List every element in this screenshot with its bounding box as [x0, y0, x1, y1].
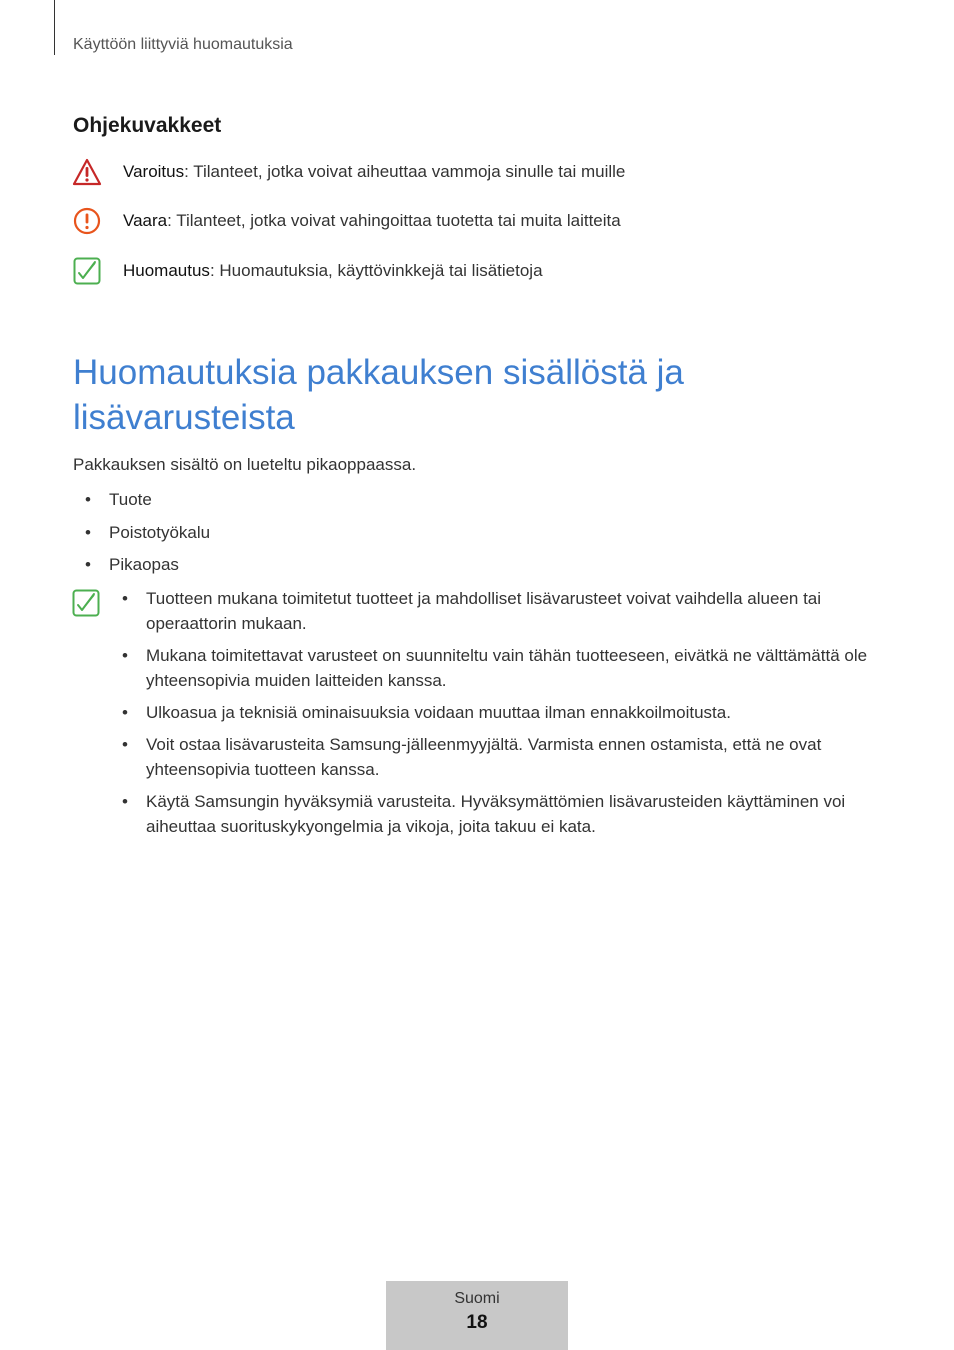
note-item: • Käytä Samsungin hyväksymiä varusteita. Hyväksymättömien lisävarusteiden käyttäminen voi aiheuttaa suorituskykyongelmia ja vikoja, joita takuu ei kata.	[110, 789, 890, 839]
list-item: • Poistotyökalu	[73, 522, 210, 555]
caution-exclamation-icon	[72, 206, 102, 236]
legend-text-caution	[123, 211, 621, 231]
legend-row-note	[72, 256, 543, 286]
list-item: • Tuote	[73, 489, 210, 522]
note-pencil-icon	[72, 256, 102, 286]
legend-term: Huomautus	[123, 261, 210, 280]
legend-description: : Huomautuksia, käyttövinkkejä tai lisätietoja	[209, 261, 543, 280]
warning-triangle-icon	[72, 157, 102, 187]
note-item: • Voit ostaa lisävarusteita Samsung-jälleenmyyjältä. Varmista ennen ostamista, että ne ovat yhteensopivia tuotteen kanssa.	[110, 732, 890, 782]
legend-text-warning	[123, 162, 625, 182]
legend-row-warning	[72, 157, 625, 187]
note-pencil-icon	[72, 589, 100, 622]
legend-text-note	[123, 261, 543, 281]
note-item: • Tuotteen mukana toimitetut tuotteet ja mahdolliset lisävarusteet voivat vaihdella alueen tai operaattorin mukaan.	[110, 586, 890, 636]
package-contents-list	[73, 489, 210, 587]
legend-term: Varoitus	[123, 162, 185, 181]
page-footer	[386, 1281, 568, 1350]
footer-language: Suomi	[454, 1290, 500, 1307]
list-item: • Pikaopas	[73, 554, 210, 587]
page-edge-line	[54, 0, 55, 55]
notes-list	[110, 586, 890, 846]
legend-row-caution	[72, 206, 621, 236]
legend-description: : Tilanteet, jotka voivat vahingoittaa tuotetta tai muita laitteita	[167, 211, 621, 230]
page-title: Huomautuksia pakkauksen sisällöstä ja lisävarusteista	[73, 353, 684, 437]
icons-section-heading: Ohjekuvakkeet	[73, 114, 222, 137]
running-header: Käyttöön liittyviä huomautuksia	[73, 36, 293, 53]
legend-term: Vaara	[123, 211, 168, 230]
legend-description: : Tilanteet, jotka voivat aiheuttaa vammoja sinulle tai muille	[184, 162, 626, 181]
page-number: 18	[466, 1312, 488, 1333]
intro-text: Pakkauksen sisältö on lueteltu pikaoppaassa.	[73, 455, 417, 474]
note-item: • Mukana toimitettavat varusteet on suunniteltu vain tähän tuotteeseen, eivätkä ne välttämättä ole yhteensopivia muiden laitteiden kanssa.	[110, 643, 890, 693]
note-item: • Ulkoasua ja teknisiä ominaisuuksia voidaan muuttaa ilman ennakkoilmoitusta.	[110, 700, 890, 725]
